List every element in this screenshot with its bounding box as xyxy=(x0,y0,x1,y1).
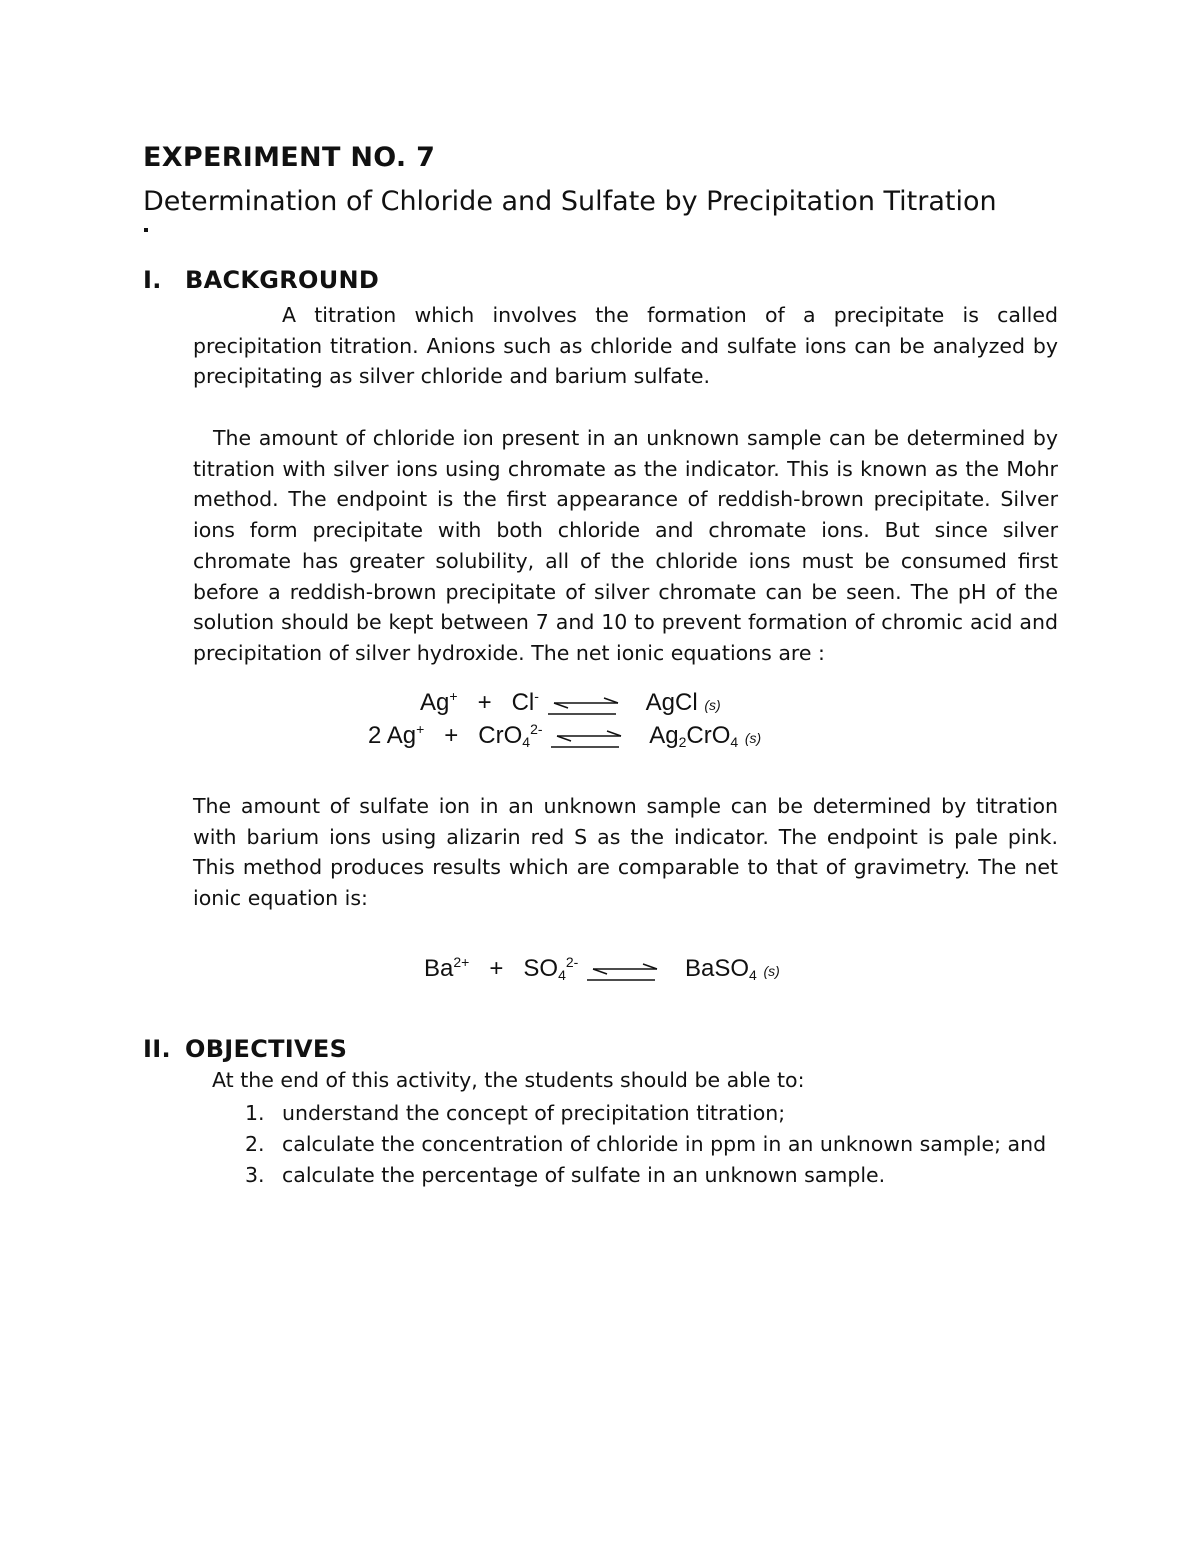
equation-silver-chloride: Ag+ + Cl- AgCl (s) xyxy=(420,688,721,716)
list-item: 3. calculate the percentage of sulfate in an unknown sample. xyxy=(245,1163,886,1187)
objectives-intro: At the end of this activity, the students should be able to: xyxy=(212,1068,805,1092)
list-item: 2. calculate the concentration of chloride in ppm in an unknown sample; and xyxy=(245,1132,1047,1156)
section-heading-objectives xyxy=(143,1035,347,1063)
equilibrium-arrow-icon xyxy=(549,725,629,749)
bullet-dot xyxy=(144,228,148,232)
experiment-title: EXPERIMENT NO. 7 xyxy=(143,142,436,173)
equilibrium-arrow-icon xyxy=(585,958,665,982)
objectives-list xyxy=(245,1098,1046,1191)
equation-silver-chromate: 2 Ag+ + CrO$_4^{2-}$ $Ag_2CrO_4$ (s) xyxy=(368,721,762,750)
list-item: 1. understand the concept of precipitation titration; xyxy=(245,1101,786,1125)
section-title: BACKGROUND xyxy=(185,266,380,294)
background-paragraph-1: A titration which involves the formation of a precipitate is called precipitation titration. Anions such as chloride and sulfate ions can be analyzed by precipitating as silver chloride and barium sulfate. xyxy=(193,303,1058,389)
equation-barium-sulfate: $Ba^{2+}$ + $SO_4^{2-}$ BaSO$_4$ (s) xyxy=(424,954,780,983)
section-title: OBJECTIVES xyxy=(185,1035,348,1063)
background-paragraph-2: The amount of chloride ion present in an unknown sample can be determined by titration with silver ions using chromate as the indicator. This is known as the Mohr method. The endpoint is the first appearance of reddish-brown precipitate. Silver ions form precipitate with both chloride and chromate ions. But since silver chromate has greater solubility, all of the chloride ions must be consumed first before a reddish-brown precipitate of silver chromate can be seen. The pH of the solution should be kept between 7 and 10 to prevent formation of chromic acid and precipitation of silver hydroxide. The net ionic equations are : xyxy=(193,426,1058,665)
equilibrium-arrow-icon xyxy=(546,692,626,716)
experiment-subtitle: Determination of Chloride and Sulfate by Precipitation Titration xyxy=(143,186,997,217)
section-number: I. xyxy=(143,266,162,294)
background-paragraph-3: The amount of sulfate ion in an unknown sample can be determined by titration with barium ions using alizarin red S as the indicator. The endpoint is pale pink. This method produces results which are comparable to that of gravimetry. The net ionic equation is: xyxy=(193,794,1058,911)
section-number: II. xyxy=(143,1035,171,1063)
section-heading-background xyxy=(143,266,379,294)
